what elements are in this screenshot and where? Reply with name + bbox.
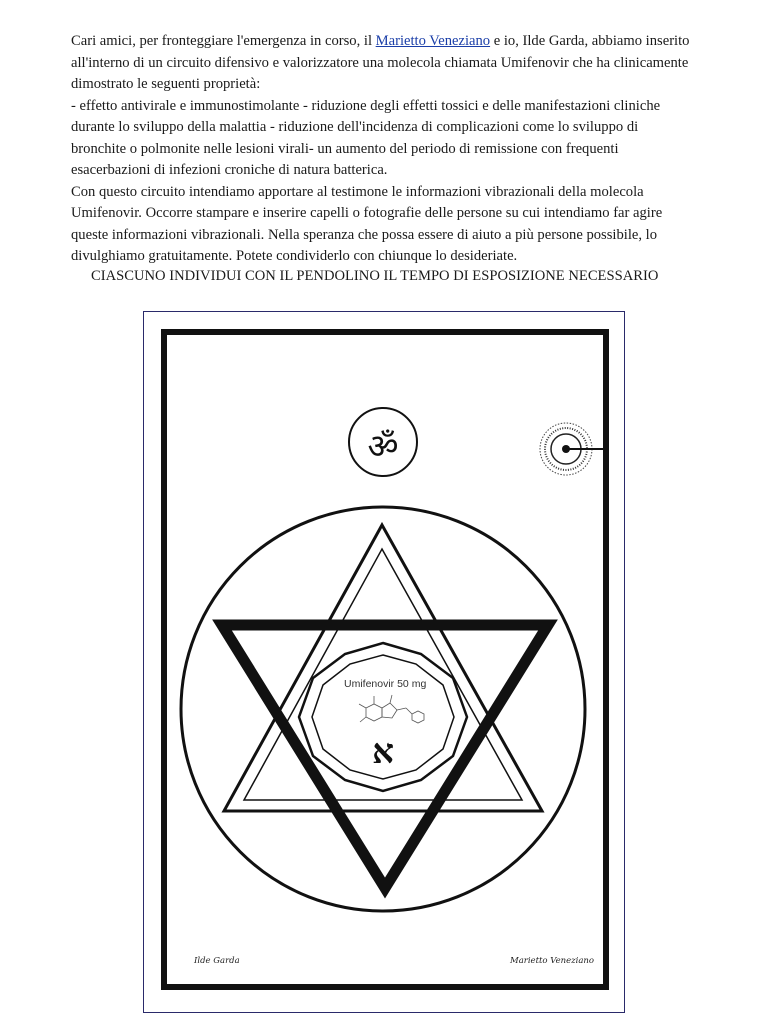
article-text [71, 31, 691, 268]
intro-text-end: e io, Ilde Garda, abbiamo inserito all'interno di un circuito difensivo e valorizzatore una molecola chiamata Umifenovir che ha clinicamente dimostrato le seguenti proprietà: [71, 33, 690, 92]
aleph-symbol: א [372, 732, 394, 772]
circuit-drawing [144, 312, 626, 1014]
exposure-instruction: CIASCUNO INDIVIDUI CON IL PENDOLINO IL TEMPO DI ESPOSIZIONE NECESSARIO [91, 268, 659, 284]
signature-ilde-garda: Ilde Garda [194, 956, 240, 966]
paragraph-intro [71, 31, 691, 96]
signature-marietto-veneziano: Marietto Veneziano [510, 956, 594, 966]
paragraph-circuit: Con questo circuito intendiamo apportare al testimone le informazioni vibrazionali della molecola Umifenovir. Occorre stampare e inserire capelli o fotografie delle persone su cui intendiamo far agire queste informazioni vibrazionali. Nella speranza che possa essere di aiuto a più persone possibile, lo divulghiamo gratuitamente. Potete condividerlo con chiunque lo desideriate. [71, 183, 663, 264]
marietto-veneziano-link[interactable]: Marietto Veneziano [375, 33, 491, 49]
circuit-image [143, 311, 625, 1013]
intro-text-start: Cari amici, per fronteggiare l'emergenza in corso, il [71, 33, 376, 49]
paragraph-properties: - effetto antivirale e immunostimolante - riduzione degli effetti tossici e delle manifestazioni cliniche durante lo sviluppo della malattia - riduzione dell'incidenza di complicazioni come lo sviluppo di bronchite o polmonite nelle lesioni virali- un aumento del periodo di remissione con frequenti esacerbazioni di infezioni croniche di natura batterica. [71, 97, 661, 178]
radiant-disc-icon [540, 423, 606, 475]
om-symbol: ॐ [367, 427, 399, 467]
molecule-label: Umifenovir 50 mg [344, 678, 427, 690]
